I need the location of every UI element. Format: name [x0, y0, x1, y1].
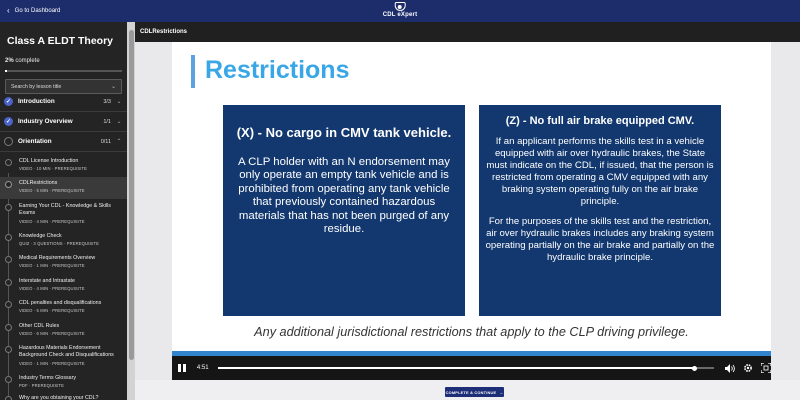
- complete-label: COMPLETE & CONTINUE: [445, 389, 497, 395]
- player-controls: [172, 356, 771, 380]
- lesson-status-icon: [5, 301, 12, 308]
- complete-and-continue-button[interactable]: [445, 387, 504, 397]
- course-progress-text: [5, 58, 127, 64]
- slide-accent-bar: [191, 55, 195, 88]
- arrow-right-icon: →: [499, 389, 504, 395]
- lesson-status-icon: [5, 256, 12, 263]
- search-placeholder: Search by lesson title: [11, 83, 62, 90]
- chevron-down-icon: ⌄: [110, 84, 116, 90]
- lesson-status-icon: [5, 159, 12, 166]
- chevron-down-icon: ⌄: [116, 119, 122, 125]
- lesson-meta: QUIZ · 3 QUESTIONS · PREREQUISITE: [19, 241, 100, 246]
- card-z-body-2: For the purposes of the skills test and the restriction, air over hydraulic brakes includes any braking system operating partially on the air brake and partially on the hydraulic brake principle.: [485, 216, 715, 264]
- top-bar: [0, 0, 800, 22]
- section-orientation[interactable]: [0, 132, 127, 152]
- lesson-status-icon: [5, 204, 12, 211]
- logo-wordmark: CDL eXpert: [382, 12, 418, 18]
- video-player[interactable]: [172, 42, 771, 380]
- lesson-item[interactable]: [0, 275, 127, 297]
- gear-icon[interactable]: [743, 363, 753, 373]
- lesson-title: Interstate and Intrastate: [19, 278, 75, 284]
- course-sidebar: [0, 22, 127, 400]
- lesson-item[interactable]: [0, 320, 127, 342]
- section-count: 3/3: [103, 98, 111, 105]
- card-x-title: (X) - No cargo in CMV tank vehicle.: [236, 125, 452, 140]
- lesson-item[interactable]: [0, 230, 127, 252]
- lesson-title: Knowledge Check: [19, 233, 62, 239]
- lesson-title: Earning Your CDL - Knowledge & Skills Exams: [19, 203, 111, 217]
- lesson-status-icon: [5, 181, 12, 188]
- lesson-meta: VIDEO · 1 MIN · PREREQUISITE: [19, 361, 85, 366]
- card-x-body: A CLP holder with an N endorsement may only operate an empty tank vehicle and is prohibited from operating any tank vehicle that previously contained hazardous materials that has not been purged of any residue.: [238, 156, 450, 236]
- current-time: 4:51: [196, 365, 209, 371]
- brand-logo[interactable]: [383, 2, 418, 18]
- card-z-title: (Z) - No full air brake equipped CMV.: [505, 115, 695, 127]
- chevron-down-icon: ⌄: [116, 99, 122, 105]
- back-label: Go to Dashboard: [14, 8, 61, 14]
- check-circle-icon: ✓: [5, 119, 12, 125]
- lesson-header: CDLRestrictions: [135, 22, 800, 42]
- section-label: Industry Overview: [18, 118, 73, 125]
- lesson-meta: PDF · PREREQUISITE: [19, 383, 65, 388]
- go-to-dashboard-link[interactable]: [7, 7, 60, 15]
- section-count: 1/1: [103, 118, 111, 125]
- section-label: Orientation: [18, 138, 52, 145]
- lesson-status-icon: [5, 279, 12, 286]
- course-progress-bar: [5, 70, 122, 72]
- section-introduction[interactable]: [0, 92, 127, 112]
- lesson-status-icon: [5, 234, 12, 241]
- section-label: Introduction: [18, 98, 55, 105]
- lesson-title: CDLRestrictions: [19, 180, 58, 186]
- seek-bar-fill: [218, 367, 695, 369]
- lesson-status-icon: [5, 396, 12, 400]
- back-arrow-icon: ‹: [7, 6, 10, 15]
- lesson-meta: VIDEO · 4 MIN · PREREQUISITE: [19, 286, 85, 291]
- section-count: 0/11: [100, 138, 111, 145]
- lesson-item[interactable]: [0, 200, 127, 230]
- lesson-status-icon: [5, 346, 12, 353]
- card-z-body: If an applicant performs the skills test in a vehicle equipped with air over hydraulic brakes, the State must indicate on the CDL, if issued, that the person is restricted from operating a CMV equipped with any braking system operating fully on the air brake principle.: [486, 136, 714, 207]
- lesson-meta: VIDEO · 5 MIN · PREREQUISITE: [19, 188, 85, 193]
- lesson-title: Hazardous Materials Endorsement Background Check and Disqualifications: [19, 345, 114, 359]
- lesson-item[interactable]: [0, 252, 127, 274]
- chevron-up-icon: ⌃: [116, 139, 122, 145]
- lesson-status-icon: [5, 376, 12, 383]
- slide-footnote: Any additional jurisdictional restrictions that apply to the CLP driving privilege.: [254, 325, 689, 339]
- lesson-title: Why are you obtaining your CDL?: [19, 395, 99, 400]
- lesson-status-icon: [5, 324, 12, 331]
- lesson-meta: VIDEO · 10 MIN · PREREQUISITE: [19, 166, 88, 171]
- restriction-z-card: [479, 105, 721, 316]
- check-circle-icon: ✓: [5, 99, 12, 105]
- restriction-x-card: [223, 105, 465, 316]
- lesson-title: CDL License Introduction: [19, 158, 79, 164]
- course-title: Class A ELDT Theory: [7, 35, 113, 47]
- lesson-meta: VIDEO · 4 MIN · PREREQUISITE: [19, 219, 85, 224]
- progress-percent: 2%: [5, 58, 14, 64]
- lesson-title: CDL penalties and disqualifications: [19, 300, 102, 306]
- lesson-item[interactable]: [0, 392, 127, 400]
- lesson-title: Other CDL Rules: [19, 323, 60, 329]
- lesson-title: Industry Terms Glossary: [19, 375, 77, 381]
- fullscreen-icon[interactable]: [761, 363, 771, 373]
- sidebar-scrollbar-thumb[interactable]: [129, 30, 134, 360]
- lesson-item[interactable]: [0, 155, 127, 177]
- slide-title: Restrictions: [205, 56, 350, 84]
- lesson-item[interactable]: [0, 372, 127, 394]
- seek-bar[interactable]: [218, 367, 714, 369]
- logo-shield-icon: [394, 2, 405, 11]
- progress-suffix: complete: [15, 58, 40, 64]
- volume-icon[interactable]: [725, 363, 735, 373]
- empty-circle-icon: [4, 137, 13, 146]
- lesson-title: Medical Requirements Overview: [19, 255, 96, 261]
- section-industry-overview[interactable]: [0, 112, 127, 132]
- pause-icon[interactable]: [178, 364, 186, 372]
- sidebar-scrollbar[interactable]: [127, 22, 135, 400]
- lesson-item-active[interactable]: [0, 177, 127, 199]
- lesson-item[interactable]: [0, 297, 127, 319]
- lesson-meta: VIDEO · 5 MIN · PREREQUISITE: [19, 308, 85, 313]
- course-progress-fill: [5, 70, 7, 72]
- lesson-item[interactable]: [0, 342, 127, 372]
- lesson-meta: VIDEO · 1 MIN · PREREQUISITE: [19, 263, 85, 268]
- lesson-meta: VIDEO · 6 MIN · PREREQUISITE: [19, 331, 85, 336]
- seek-bar-handle[interactable]: [692, 366, 697, 371]
